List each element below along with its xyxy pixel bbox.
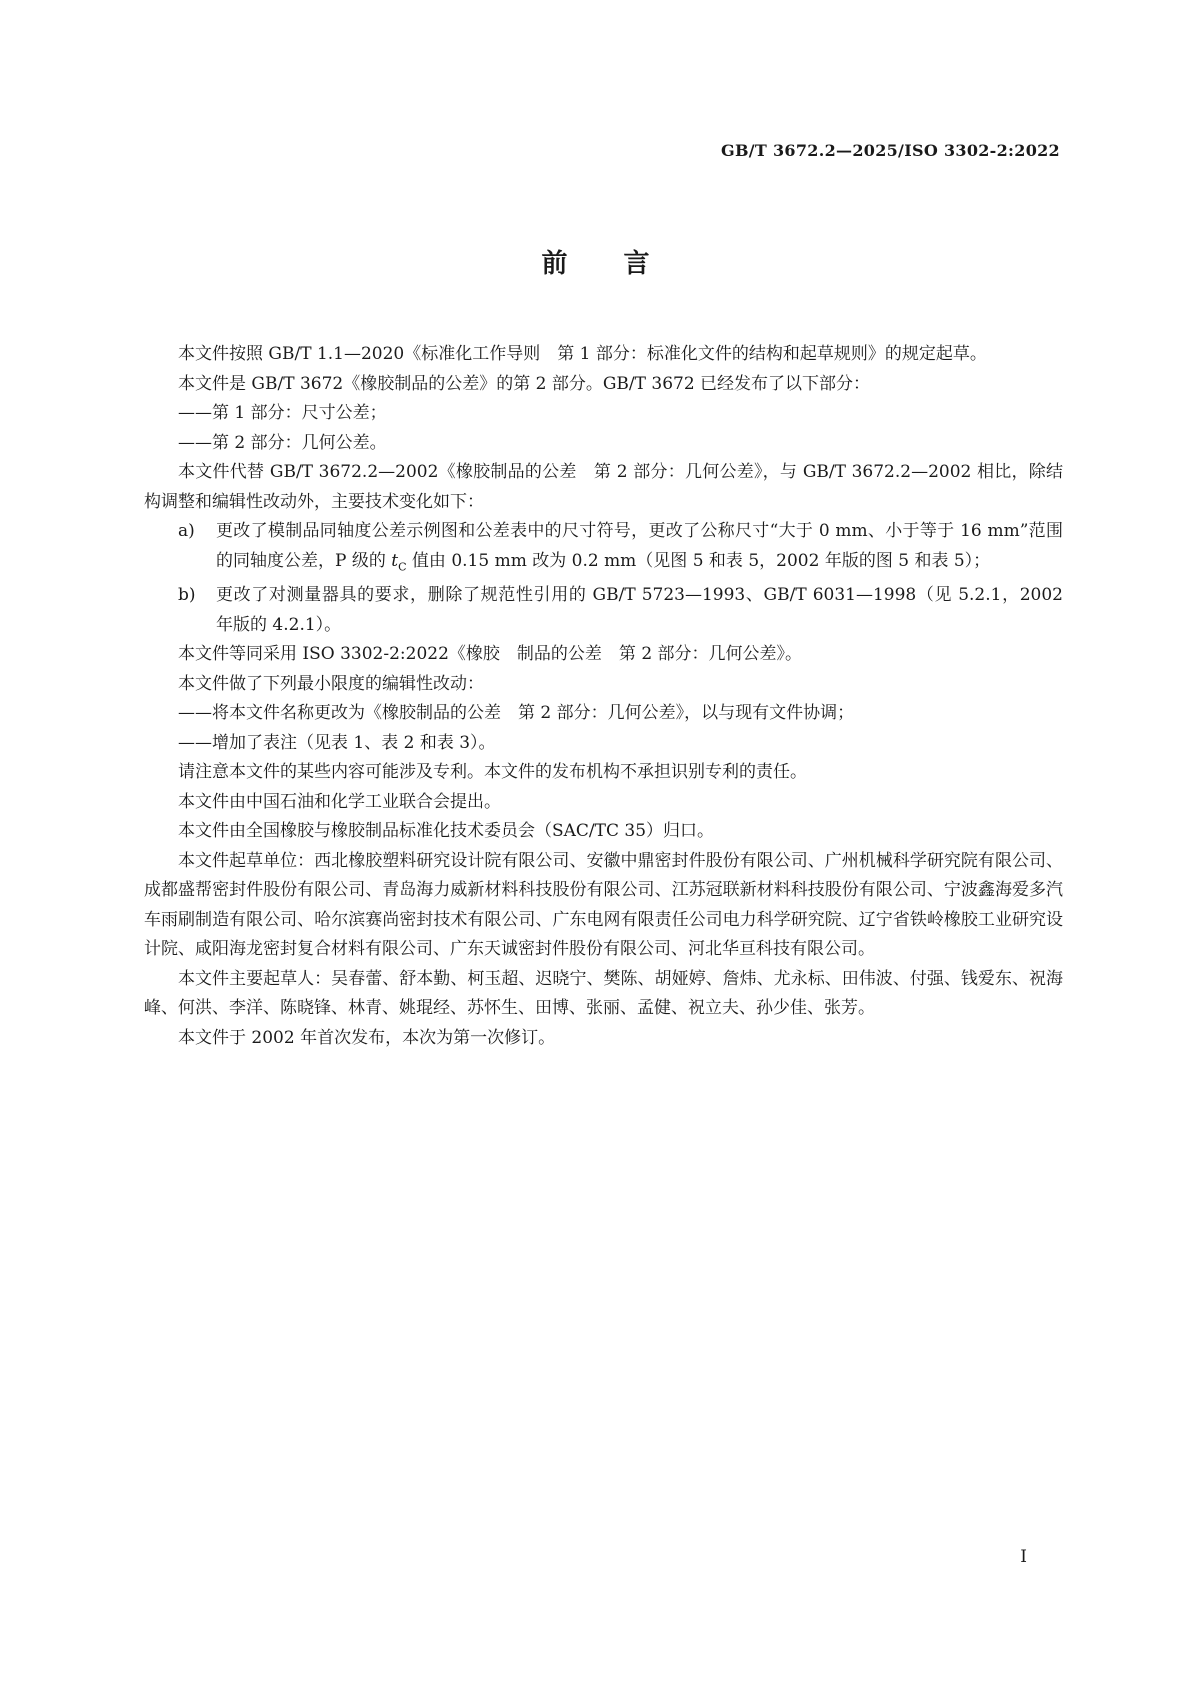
tc-subscript: C <box>398 559 407 573</box>
change-item-a-marker: a) <box>178 521 195 541</box>
paragraph-drafting-rules: 本文件按照 GB/T 1.1—2020《标准化工作导则 第 1 部分：标准化文件的结构和起草规则》的规定起草。 <box>178 344 987 364</box>
paragraph-patent-notice: 请注意本文件的某些内容可能涉及专利。本文件的发布机构不承担识别专利的责任。 <box>178 762 807 783</box>
paragraph-editorial-changes: 本文件做了下列最小限度的编辑性改动： <box>178 673 484 694</box>
paragraph-proposer: 本文件由中国石油和化学工业联合会提出。 <box>178 791 501 812</box>
foreword-body <box>144 340 1063 1053</box>
list-item-part-2: ——第 2 部分：几何公差。 <box>178 432 387 453</box>
change-item-a-text-before: 更改了模制品同轴度公差示例图和公差表中的尺寸符号，更改了公称尺寸“大于 0 mm、小于等于 16 mm”范围的同轴度公差，P 级的 <box>216 521 1063 571</box>
list-item-part-1: ——第 1 部分：尺寸公差； <box>178 403 387 423</box>
page-title: 前言 <box>541 249 706 279</box>
tc-symbol: t <box>391 550 399 571</box>
page-number: I <box>1020 1547 1027 1567</box>
paragraph-series-parts: 本文件是 GB/T 3672《橡胶制品的公差》的第 2 部分。GB/T 3672 已经发布了以下部分： <box>178 373 871 394</box>
paragraph-adoption: 本文件等同采用 ISO 3302-2:2022《橡胶 制品的公差 第 2 部分：几何公差》。 <box>178 644 803 665</box>
change-item-b-text: 更改了对测量器具的要求，删除了规范性引用的 GB/T 5723—1993、GB/T 6031—1998（见 5.2.1，2002 年版的 4.2.1）。 <box>216 585 1063 635</box>
change-item-a-text-after: 值由 0.15 mm 改为 0.2 mm（见图 5 和表 5，2002 年版的图 5 和表 5）； <box>406 550 991 571</box>
change-item-b-marker: b) <box>178 585 196 606</box>
change-item-a <box>144 517 1063 581</box>
paragraph-drafters: 本文件主要起草人：吴春蕾、舒本勤、柯玉超、迟晓宁、樊陈、胡娅婷、詹炜、尤永标、田伟波、付强、钱爱东、祝海峰、何洪、李洋、陈晓锋、林青、姚琨经、苏怀生、田博、张丽、孟健、祝立夫、孙少佳、张芳。 <box>144 968 1063 1019</box>
paragraph-replacement: 本文件代替 GB/T 3672.2—2002《橡胶制品的公差 第 2 部分：几何公差》，与 GB/T 3672.2—2002 相比，除结构调整和编辑性改动外，主要技术变化如下： <box>144 462 1063 512</box>
paragraph-drafting-organizations: 本文件起草单位：西北橡胶塑料研究设计院有限公司、安徽中鼎密封件股份有限公司、广州机械科学研究院有限公司、成都盛帮密封件股份有限公司、青岛海力威新材料科技股份有限公司、江苏冠联新材料科技股份有限公司、宁波鑫海爱多汽车雨刷制造有限公司、哈尔滨赛尚密封技术有限公司、广东电网有限责任公司电力科学研究院、辽宁省铁岭橡胶工业研究设计院、咸阳海龙密封复合材料有限公司、广东天诚密封件股份有限公司、河北华亘科技有限公司。 <box>144 850 1063 960</box>
standard-code-header: GB/T 3672.2—2025/ISO 3302-2:2022 <box>720 141 1060 160</box>
change-item-b <box>144 581 1063 640</box>
list-item-rename: ——将本文件名称更改为《橡胶制品的公差 第 2 部分：几何公差》，以与现有文件协调； <box>178 703 855 724</box>
list-item-table-notes: ——增加了表注（见表 1、表 2 和表 3）。 <box>178 732 496 753</box>
paragraph-publication-history: 本文件于 2002 年首次发布，本次为第一次修订。 <box>178 1027 556 1048</box>
paragraph-committee: 本文件由全国橡胶与橡胶制品标准化技术委员会（SAC/TC 35）归口。 <box>178 821 715 842</box>
